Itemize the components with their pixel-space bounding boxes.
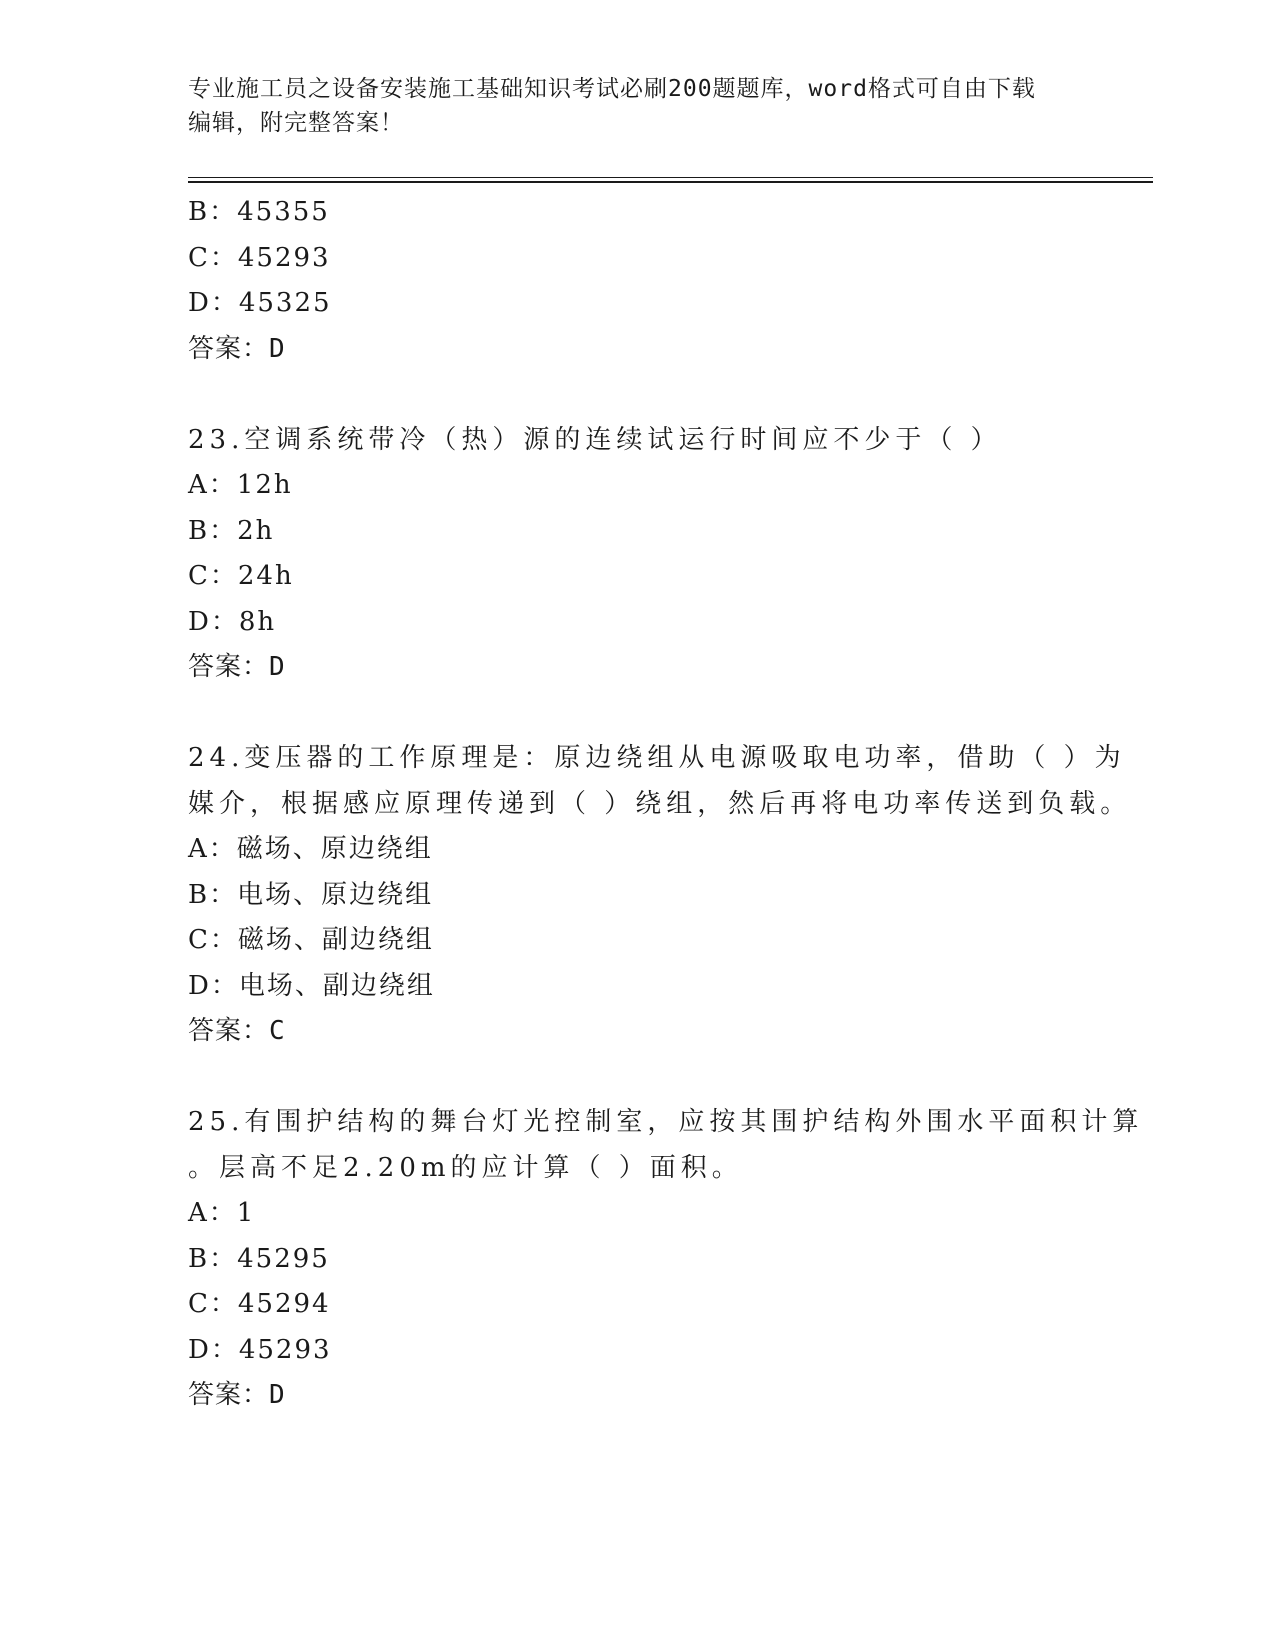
option-c: C：45294 xyxy=(188,1289,331,1319)
question-stem: 23.空调系统带冷（热）源的连续试运行时间应不少于（ ） xyxy=(188,424,1002,455)
question-25 xyxy=(188,1100,1144,1419)
question-stem-line-1: 25.有围护结构的舞台灯光控制室，应按其围护结构外围水平面积计算 xyxy=(188,1107,1144,1137)
header-title-line-2: 编辑，附完整答案！ xyxy=(188,110,404,136)
option-c: C：24h xyxy=(188,561,294,591)
option-c: C：45293 xyxy=(188,242,331,273)
option-d: D：8h xyxy=(188,606,277,637)
question-23 xyxy=(188,418,1088,691)
option-b: B：2h xyxy=(188,515,275,546)
option-a: A：1 xyxy=(188,1198,256,1228)
question-22-continued xyxy=(188,190,1088,372)
header-divider-thick xyxy=(188,181,1153,183)
question-stem-line-1: 24.变压器的工作原理是：原边绕组从电源吸取电功率，借助（ ）为 xyxy=(188,743,1126,773)
header-title-line-1: 专业施工员之设备安装施工基础知识考试必刷200题题库，word格式可自由下载 xyxy=(188,76,1036,102)
question-stem-line-2: 。层高不足2.20m的应计算（ ）面积。 xyxy=(188,1152,743,1183)
answer-line: 答案：D xyxy=(188,1380,286,1410)
option-b: B：45295 xyxy=(188,1243,330,1274)
option-c: C：磁场、副边绕组 xyxy=(188,925,434,955)
option-a: A：12h xyxy=(188,470,293,500)
answer-line: 答案：D xyxy=(188,333,286,364)
option-b: B：45355 xyxy=(188,197,330,227)
option-a: A：磁场、原边绕组 xyxy=(188,834,433,864)
option-b: B：电场、原边绕组 xyxy=(188,879,434,910)
question-24 xyxy=(188,736,1132,1055)
document-body xyxy=(188,190,1144,1419)
header-divider-thin xyxy=(188,177,1153,178)
answer-line: 答案：C xyxy=(188,1016,286,1046)
question-stem-line-2: 媒介，根据感应原理传递到（ ）绕组，然后再将电功率传送到负载。 xyxy=(188,788,1132,819)
answer-line: 答案：D xyxy=(188,652,286,682)
option-d: D：45293 xyxy=(188,1334,332,1365)
option-d: D：45325 xyxy=(188,288,332,318)
option-d: D：电场、副边绕组 xyxy=(188,970,435,1001)
document-header xyxy=(188,72,1088,140)
